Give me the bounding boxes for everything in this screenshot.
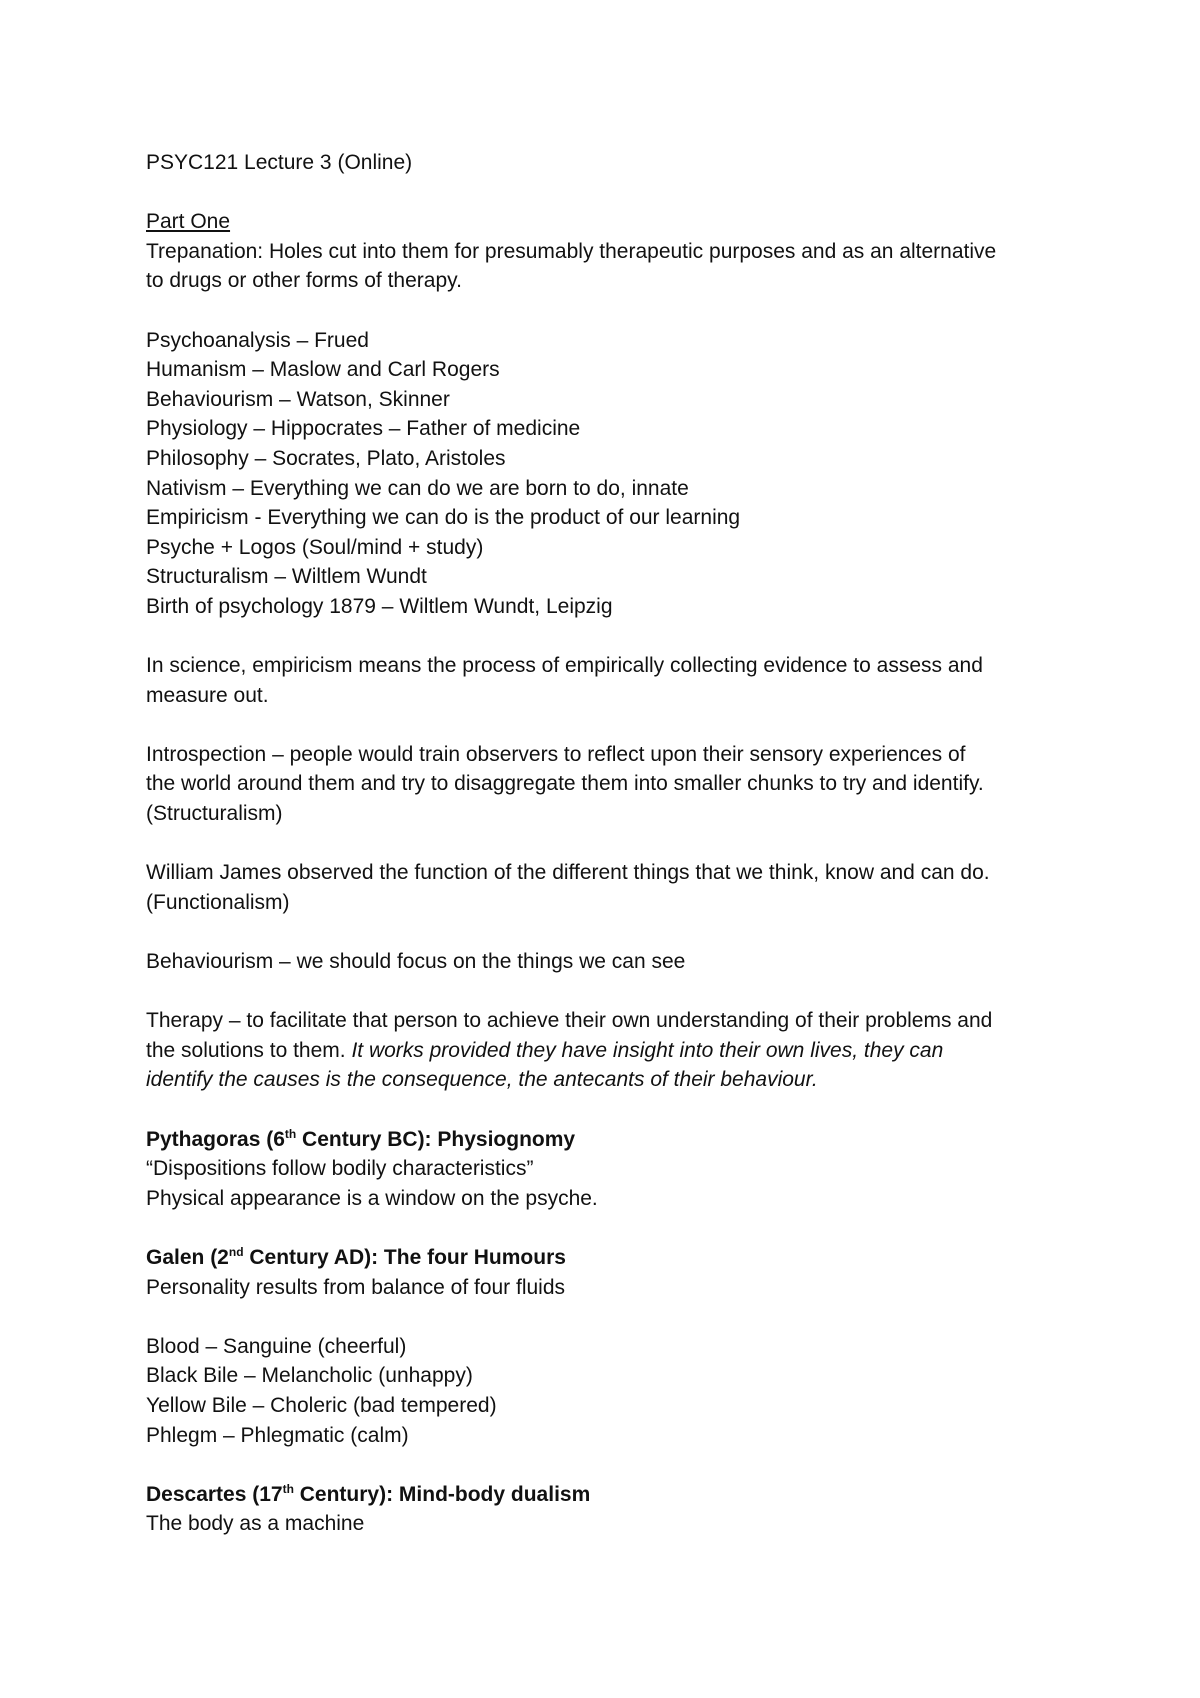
paragraph-line: Introspection – people would train observers to reflect upon their sensory experiences of <box>146 742 966 766</box>
document-body <box>146 148 1076 1539</box>
paragraph-line: William James observed the function of the different things that we think, know and can do. <box>146 861 990 885</box>
spacer <box>146 622 1076 652</box>
spacer <box>146 178 1076 208</box>
spacer <box>146 1095 1076 1125</box>
spacer <box>146 1302 1076 1332</box>
humour-line: Blood – Sanguine (cheerful) <box>146 1334 407 1358</box>
heading-text: Descartes (17 <box>146 1482 283 1506</box>
spacer <box>146 917 1076 947</box>
heading-text: Galen (2 <box>146 1245 229 1269</box>
spacer <box>146 296 1076 326</box>
term-line: Empiricism - Everything we can do is the product of our learning <box>146 506 741 530</box>
paragraph-line: to drugs or other forms of therapy. <box>146 269 462 293</box>
paragraph-line: (Functionalism) <box>146 890 290 914</box>
superscript: nd <box>228 1244 244 1259</box>
paragraph-line: (Structuralism) <box>146 802 283 826</box>
term-line: Birth of psychology 1879 – Wiltlem Wundt, Leipzig <box>146 594 613 618</box>
spacer <box>146 1450 1076 1480</box>
humour-line: Black Bile – Melancholic (unhappy) <box>146 1364 473 1388</box>
paragraph-line: Therapy – to facilitate that person to achieve their own understanding of their problems and <box>146 1009 993 1033</box>
spacer <box>146 1213 1076 1243</box>
term-line: Psyche + Logos (Soul/mind + study) <box>146 535 484 559</box>
italic-text: It works provided they have insight into their own lives, they can <box>351 1038 944 1062</box>
paragraph-line: measure out. <box>146 683 269 707</box>
paragraph-line <box>146 1036 1076 1066</box>
paragraph-line: In science, empiricism means the process of empirically collecting evidence to assess and <box>146 654 983 678</box>
paragraph-line: Trepanation: Holes cut into them for presumably therapeutic purposes and as an alternative <box>146 239 997 263</box>
term-line: Physiology – Hippocrates – Father of medicine <box>146 417 581 441</box>
heading-text: Century): Mind-body dualism <box>293 1482 591 1506</box>
galen-heading <box>146 1243 1076 1273</box>
superscript: th <box>282 1481 294 1496</box>
heading-text: Century AD): The four Humours <box>243 1245 566 1269</box>
term-line: Psychoanalysis – Frued <box>146 328 369 352</box>
heading-text: Century BC): Physiognomy <box>296 1127 576 1151</box>
spacer <box>146 977 1076 1007</box>
pythagoras-heading <box>146 1125 1076 1155</box>
superscript: th <box>284 1126 297 1141</box>
section-heading: Part One <box>146 210 231 234</box>
heading-text: Pythagoras (6 <box>146 1127 285 1151</box>
paragraph-line: the world around them and try to disaggregate them into smaller chunks to try and identify. <box>146 772 984 796</box>
term-line: Behaviourism – Watson, Skinner <box>146 387 450 411</box>
term-line: Philosophy – Socrates, Plato, Aristoles <box>146 446 506 470</box>
paragraph-line: Behaviourism – we should focus on the things we can see <box>146 950 686 974</box>
spacer <box>146 829 1076 859</box>
term-line: Nativism – Everything we can do we are born to do, innate <box>146 476 689 500</box>
paragraph-line: “Dispositions follow bodily characteristics” <box>146 1157 534 1181</box>
paragraph-line: identify the causes is the consequence, the antecants of their behaviour. <box>146 1068 818 1092</box>
paragraph-line: The body as a machine <box>146 1512 365 1536</box>
term-line: Structuralism – Wiltlem Wundt <box>146 565 427 589</box>
humour-line: Phlegm – Phlegmatic (calm) <box>146 1423 409 1447</box>
spacer <box>146 710 1076 740</box>
descartes-heading <box>146 1480 1076 1510</box>
paragraph-line: Physical appearance is a window on the psyche. <box>146 1186 598 1210</box>
term-line: Humanism – Maslow and Carl Rogers <box>146 358 500 382</box>
document-title: PSYC121 Lecture 3 (Online) <box>146 151 413 174</box>
paragraph-line: Personality results from balance of four fluids <box>146 1275 566 1299</box>
plain-text: the solutions to them. <box>146 1038 352 1062</box>
humour-line: Yellow Bile – Choleric (bad tempered) <box>146 1393 497 1417</box>
